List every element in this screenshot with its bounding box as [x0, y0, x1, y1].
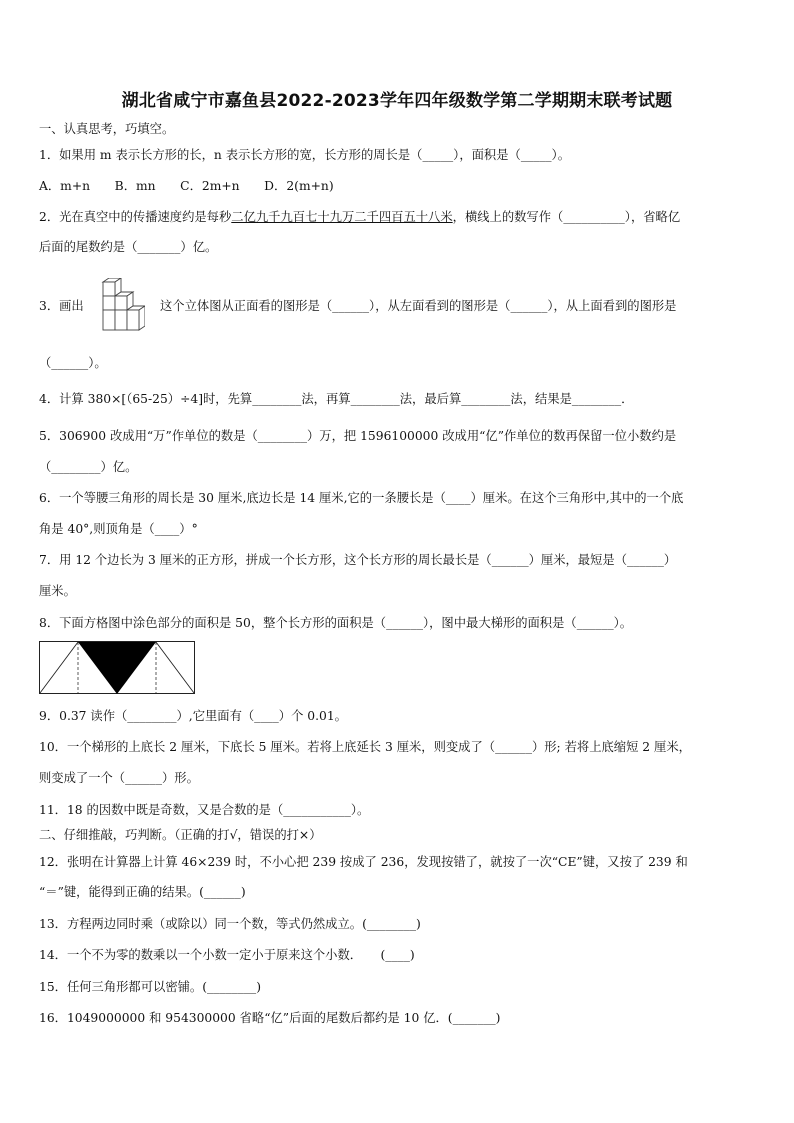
question-7-line-1: 7．用 12 个边长为 3 厘米的正方形，拼成一个长方形，这个长方形的周长最长是（______）厘米，最短是（______）	[39, 553, 677, 567]
question-4: 4．计算 380×[（65-25）÷4]时，先算________法，再算________法，最后算________法，结果是________．	[39, 392, 634, 406]
question-6-line-1: 6．一个等腰三角形的周长是 30 厘米,底边长是 14 厘米,它的一条腰长是（____）厘米。在这个三角形中,其中的一个底	[39, 491, 684, 505]
question-14: 14．一个不为零的数乘以一个小数一定小于原来这个小数． (____)	[39, 948, 415, 962]
cube-stack-figure	[97, 278, 145, 339]
question-3-text: 这个立体图从正面看的图形是（______），从左面看到的图形是（______），从上面看到的图形是	[160, 299, 677, 313]
question-7-line-2: 厘米。	[39, 584, 76, 598]
question-5-line-2: （________）亿。	[39, 460, 138, 474]
question-2-line-2: 后面的尾数约是（_______）亿。	[39, 240, 218, 254]
question-12-line-1: 12．张明在计算器上计算 46×239 时，不小心把 239 按成了 236，发现按错了，就按了一次“CE”键，又按了 239 和	[39, 855, 688, 869]
question-16: 16．1049000000 和 954300000 省略“亿”后面的尾数后都约是 10 亿．(_______)	[39, 1011, 501, 1025]
question-8: 8．下面方格图中涂色部分的面积是 50，整个长方形的面积是（______），图中最大梯形的面积是（______）。	[39, 616, 633, 630]
question-5-line-1: 5．306900 改成用“万”作单位的数是（________）万，把 1596100000 改成用“亿”作单位的数再保留一位小数约是	[39, 429, 677, 443]
question-6-line-2: 角是 40°,则顶角是（____）°	[39, 522, 198, 536]
question-2-text-a: 2．光在真空中的传播速度约是每秒	[39, 210, 232, 224]
question-9: 9．0.37 读作（________）,它里面有（____）个 0.01。	[39, 709, 347, 723]
question-3-line-2: （______）。	[39, 356, 107, 370]
question-12-line-2: “＝”键，能得到正确的结果。(______)	[39, 885, 246, 899]
question-10-line-2: 则变成了一个（______）形。	[39, 771, 199, 785]
question-2-line-1	[39, 209, 680, 225]
question-1-options: A．m+n B．mn C．2m+n D．2(m+n)	[39, 179, 334, 193]
section-1-heading: 一、认真思考，巧填空。	[39, 122, 175, 136]
page-title: 湖北省咸宁市嘉鱼县2022-2023学年四年级数学第二学期期末联考试题	[121, 91, 673, 111]
question-3-label: 3．画出	[39, 299, 84, 313]
section-2-heading: 二、仔细推敲，巧判断。（正确的打√，错误的打×）	[39, 828, 322, 842]
question-15: 15．任何三角形都可以密铺。(________)	[39, 980, 261, 994]
question-10-line-1: 10．一个梯形的上底长 2 厘米，下底长 5 厘米。若将上底延长 3 厘米，则变成了（______）形; 若将上底缩短 2 厘米，	[39, 740, 691, 754]
question-13: 13．方程两边同时乘（或除以）同一个数，等式仍然成立。(________)	[39, 917, 421, 931]
question-11: 11．18 的因数中既是奇数，又是合数的是（___________）。	[39, 803, 370, 817]
question-2-text-b: ，横线上的数写作（__________），省略亿	[452, 210, 681, 224]
question-1: 1．如果用 m 表示长方形的长，n 表示长方形的宽，长方形的周长是（_____），面积是（_____）。	[39, 148, 571, 162]
trapezoid-grid-figure	[39, 641, 196, 701]
question-2-underlined-number: 二亿九千九百七十九万二千四百五十八米	[231, 210, 453, 224]
